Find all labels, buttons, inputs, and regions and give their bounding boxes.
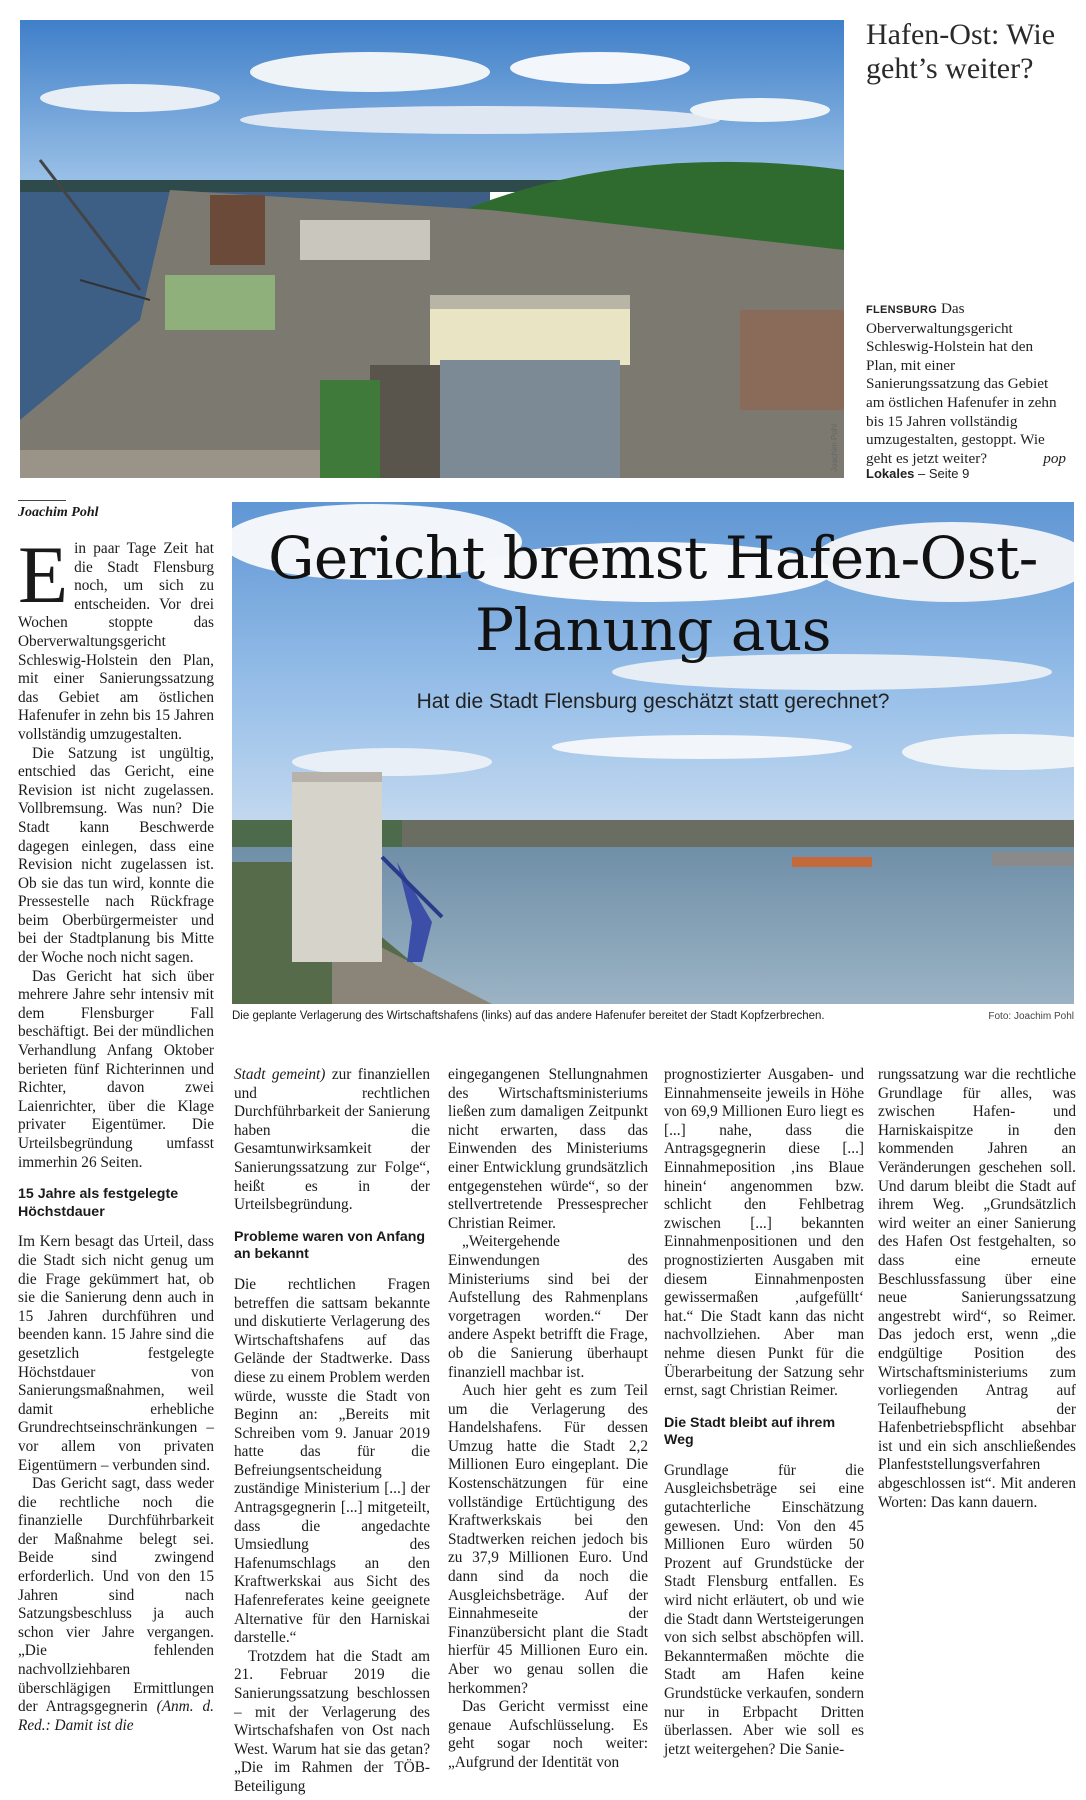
paragraph: Die Satzung ist ungültig, entschied das Gericht, eine Revision ist nicht zugelassen. Vollbremsung. Was nun? Die Stadt kann Beschwerde dagegen einlegen, dass eine Revision nicht zugelassen ist. Ob sie das tun wird, konnte die Pressestelle nach Rückfrage beim Oberbürgermeister und bei der Stadtplanung bis Mitte der Woche noch nicht sagen. [18, 744, 214, 967]
article-column-2 [234, 1066, 430, 1797]
article-column-4 [664, 1066, 864, 1759]
article-column-5 [878, 1066, 1076, 1512]
author-byline: Joachim Pohl [18, 505, 99, 520]
paragraph: prognostizierter Ausgaben- und Einnahmenseite jeweils in Höhe von 69,9 Millionen Euro liegt es [...] nahe, dass die Antragsgegnerin diese [...] Einnahmeposition ‚ins Blaue hinein‘ angenommen bzw. schlicht den Fehlbetrag zwischen [...] bekannten Einnahmenpositionen und den prognostizierten Ausgaben mit diesem Einnahmenposten gewissermaßen ‚aufgefüllt‘ hat.“ Die Stadt kann das nicht nachvollziehen. Aber man nehme diesen Punkt für die Überarbeitung der Satzung sehr ernst, sagt Christian Reimer. [664, 1066, 864, 1400]
teaser-ref-section: Lokales [866, 466, 915, 481]
paragraph: Ein paar Tage Zeit hat die Stadt Flensburg noch, um sich zu entscheiden. Vor drei Wochen stoppte das Oberverwaltungsgericht Schleswig-Holstein den Plan, mit einer Sanierungssatzung das Gebiet am östlichen Hafenufer in zehn bis 15 Jahren vollständig umzugestalten. [18, 529, 214, 743]
paragraph: Im Kern besagt das Urteil, dass die Stadt sich nicht genug um die Frage gekümmert hat, ob sie die Sanierung denn auch in 15 Jahren durchführen und beenden kann. 15 Jahre sind die gesetzlich festgelegte Höchstdauer von Sanierungsmaßnahmen, weil damit erhebliche Grundrechtseinschränkungen – vor allem von privaten Eigentümern – verbunden sind. [18, 1233, 214, 1474]
article-column-3 [448, 1066, 648, 1773]
paragraph: Das Gericht hat sich über mehrere Jahre sehr intensiv mit dem Flensburger Fall beschäftigt. Bei der mündlichen Verhandlung Anfang Oktober berieten fünf Richterinnen und Richter, davon zwei Laienrichter, über die Klage privater Eigentümer. Die Urteilsbegründung umfasst immerhin 26 Seiten. [18, 967, 214, 1171]
article-subheadline: Hat die Stadt Flensburg geschätzt statt gerechnet? [416, 690, 890, 713]
paragraph: eingegangenen Stellungnahmen des Wirtschaftsministeriums ließen zum damaligen Zeitpunkt nicht erwarten, dass das Einwenden des Ministeriums einer Entwicklung grundsätzlich entgegenstehen würde“, so der stellvertretende Pressesprecher Christian Reimer. [448, 1066, 648, 1232]
teaser-dateline: FLENSBURG [866, 304, 938, 316]
paragraph: Trotzdem hat die Stadt am 21. Februar 2019 die Sanierungssatzung beschlossen – mit der Verlagerung des Wirtschafshafen von Ost nach West. Warum hat sie das getan? „Die im Rahmen der TÖB-Beteiligung [234, 1647, 430, 1795]
teaser-page-reference[interactable] [866, 466, 969, 481]
paragraph: Die rechtlichen Fragen betreffen die sattsam bekannte und diskutierte Verlagerung des Wirtschaftshafens auf das Gelände der Stadtwerke. Dass diese zu einem Problem werden würde, wusste die Stadt von Beginn an: „Bereits mit Schreiben vom 9. Januar 2019 hatte das für die Befreiungsentscheidung zuständige Ministerium [...] der Antragsgegnerin [...] mitgeteilt, dass die angedachte Umsiedlung des Hafenumschlags an den Kraftwerkskai aus Sicht des Hafenreferates keine geeignete Alternative für den Harniskai darstelle.“ [234, 1275, 430, 1647]
caption-text: Die geplante Verlagerung des Wirtschaftshafens (links) auf das andere Hafenufer bereitet der Stadt Kopfzerbrechen. [232, 1010, 825, 1022]
teaser-text: Das Oberverwaltungsgericht Schleswig-Holstein hat den Plan, mit einer Sanierungssatzung das Gebiet am östlichen Hafenufer in zehn bis 15 Jahren vollständig umzugestalten, gestoppt. Wie geht es jetzt weiter? [866, 300, 1057, 467]
subheading: Die Stadt bleibt auf ihrem Weg [664, 1414, 836, 1449]
teaser-initials: pop [1043, 449, 1066, 467]
teaser-body [866, 300, 1066, 468]
paragraph: Das Gericht vermisst eine genaue Aufschlüsselung. Es geht sogar noch weiter: „Aufgrund der Identität von [448, 1698, 648, 1771]
paragraph: Stadt gemeint) zur finanziellen und rechtlichen Durchführbarkeit der Sanierung haben die Gesamtunwirksamkeit der Sanierungssatzung zur Folge“, heißt es in der Urteilsbegründung. [234, 1066, 430, 1214]
paragraph: „Weitergehende Einwendungen des Ministeriums sind bei der Aufstellung des Rahmenplans vorgetragen worden.“ Der andere Aspekt betrifft die Frage, ob die Sanierung überhaupt finanziell machbar ist. [448, 1233, 648, 1381]
photo-caption [232, 1010, 1074, 1022]
photo-credit: Foto: Joachim Pohl [988, 1011, 1074, 1022]
paragraph: Das Gericht sagt, dass weder die rechtliche noch die finanzielle Durchführbarkeit der Maßnahme belegt sei. Beide sind zwingend erforderlich. Und von den 15 Jahren sind nach Satzungsbeschluss ja auch schon vier Jahre vergangen. „Die fehlenden nachvollziehbaren überschlägigen Ermittlungen der Antragsgegnerin (Anm. d. Red.: Damit ist die [18, 1475, 214, 1734]
teaser-headline: Hafen-Ost: Wie geht’s weiter? [866, 18, 1056, 85]
subheading: Probleme waren von Anfang an bekannt [234, 1228, 426, 1263]
author-rule [18, 500, 66, 501]
subheading: 15 Jahre als festgelegte Höchstdauer [18, 1186, 179, 1220]
article-headline: Gericht bremst Hafen-Ost-Planung aus [268, 524, 1038, 664]
teaser-photo [20, 20, 844, 478]
paragraph: rungssatzung war die rechtliche Grundlage für alles, was zwischen Hafen- und Harniskaispitze in den kommenden Jahren an Veränderungen geschehen soll. Und darum bleibt die Stadt auf ihrem Weg. „Grundsätzlich wird weiter an einer Sanierung des Hafen Ost festgehalten, so dass eine erneute Beschlussfassung über eine neue Sanierungssatzung angestrebt wird“, so Reimer. Das jedoch erst, wenn „die endgültige Position des Wirtschaftsministeriums zum vorliegenden Antrag auf Teilaufhebung der Hafenbetriebspflicht absehbar ist und ein sich anschließendes Planfeststellungsverfahren abgeschlossen ist“. Mit anderen Worten: Das kann dauern. [878, 1066, 1076, 1511]
paragraph: Grundlage für die Ausgleichsbeträge sei eine gutachterliche Einschätzung gewesen. Und: Von den 45 Millionen Euro würden 50 Prozent auf Grundstücke der Stadt Flensburg entfallen. Es wird nicht erläutert, ob und wie die Stadt dann Wertsteigerungen von sich selbst abschöpfen will. Bekanntermaßen möchte die Stadt am Hafen keine Grundstücke verkaufen, sondern nur in Erbpacht Dritten überlassen. Aber wie soll es jetzt weitergehen? Die Sanie- [664, 1461, 864, 1758]
drop-cap: E [18, 529, 69, 620]
teaser-photo-credit: Joachim Pohl [830, 423, 839, 472]
paragraph: Auch hier geht es zum Teil um die Verlagerung des Handelshafens. Für dessen Umzug hatte die Stadt 2,2 Millionen Euro eingeplant. Die Kostenschätzungen für eine vollständige Ertüchtigung des Kraftwerkskais bei den Stadtwerken reichen jedoch bis zu 37,9 Millionen Euro. Und dann sind da noch die Ausgleichsbeträge. Auf der Einnahmeseite der Finanzübersicht plant die Stadt hierfür 45 Millionen Euro ein. Aber wo genau sollen die herkommen? [448, 1382, 648, 1697]
article-column-1 [18, 529, 214, 1735]
teaser-ref-page: – Seite 9 [918, 466, 970, 481]
